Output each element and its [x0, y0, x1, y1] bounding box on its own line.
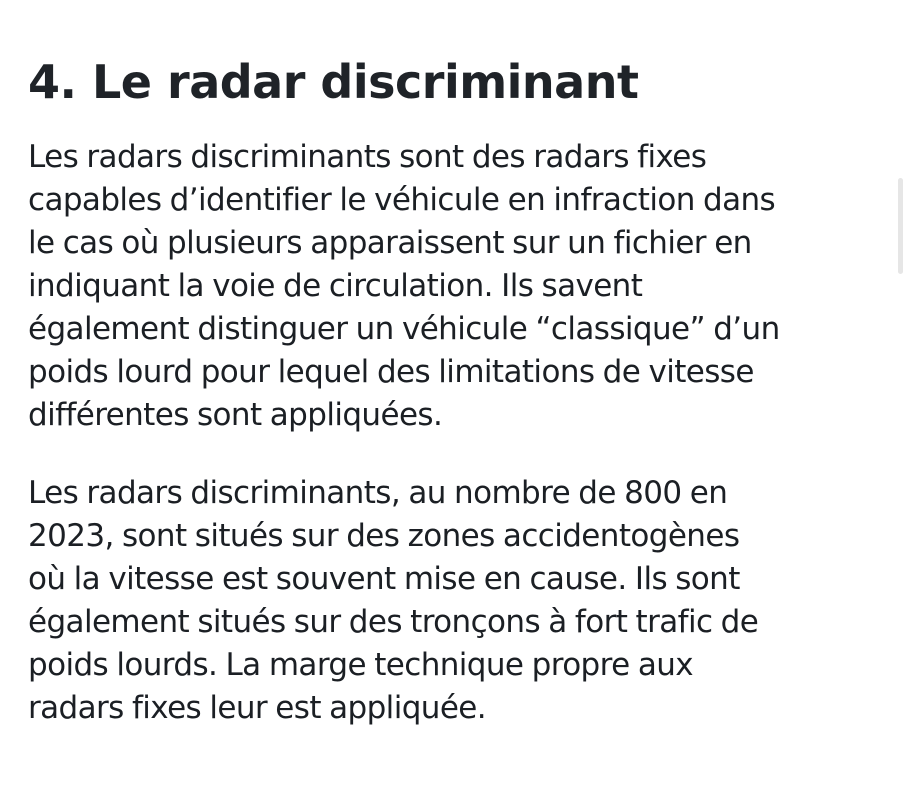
paragraph-1 [28, 136, 878, 437]
article [28, 40, 878, 730]
paragraph-line: où la vitesse est souvent mise en cause. Ils sont [28, 561, 740, 597]
paragraph-line: Les radars discriminants sont des radars fixes [28, 139, 707, 175]
paragraph-line: radars fixes leur est appliquée. [28, 690, 487, 726]
paragraph-line: capables d’identifier le véhicule en infraction dans [28, 182, 776, 218]
section-title: 4. Le radar discriminant [28, 55, 639, 109]
paragraph-line: également distinguer un véhicule “classique” d’un [28, 311, 780, 347]
paragraph-2 [28, 472, 878, 730]
paragraph-line: Les radars discriminants, au nombre de 800 en [28, 475, 728, 511]
paragraph-line: le cas où plusieurs apparaissent sur un fichier en [28, 225, 752, 261]
scrollbar-thumb[interactable] [898, 178, 903, 274]
paragraph-line: poids lourds. La marge technique propre aux [28, 647, 694, 683]
paragraph-line: 2023, sont situés sur des zones accidentogènes [28, 518, 740, 554]
paragraph-line: également situés sur des tronçons à fort trafic de [28, 604, 759, 640]
paragraph-line: poids lourd pour lequel des limitations de vitesse [28, 354, 754, 390]
paragraph-line: différentes sont appliquées. [28, 397, 443, 433]
paragraph-line: indiquant la voie de circulation. Ils savent [28, 268, 643, 304]
